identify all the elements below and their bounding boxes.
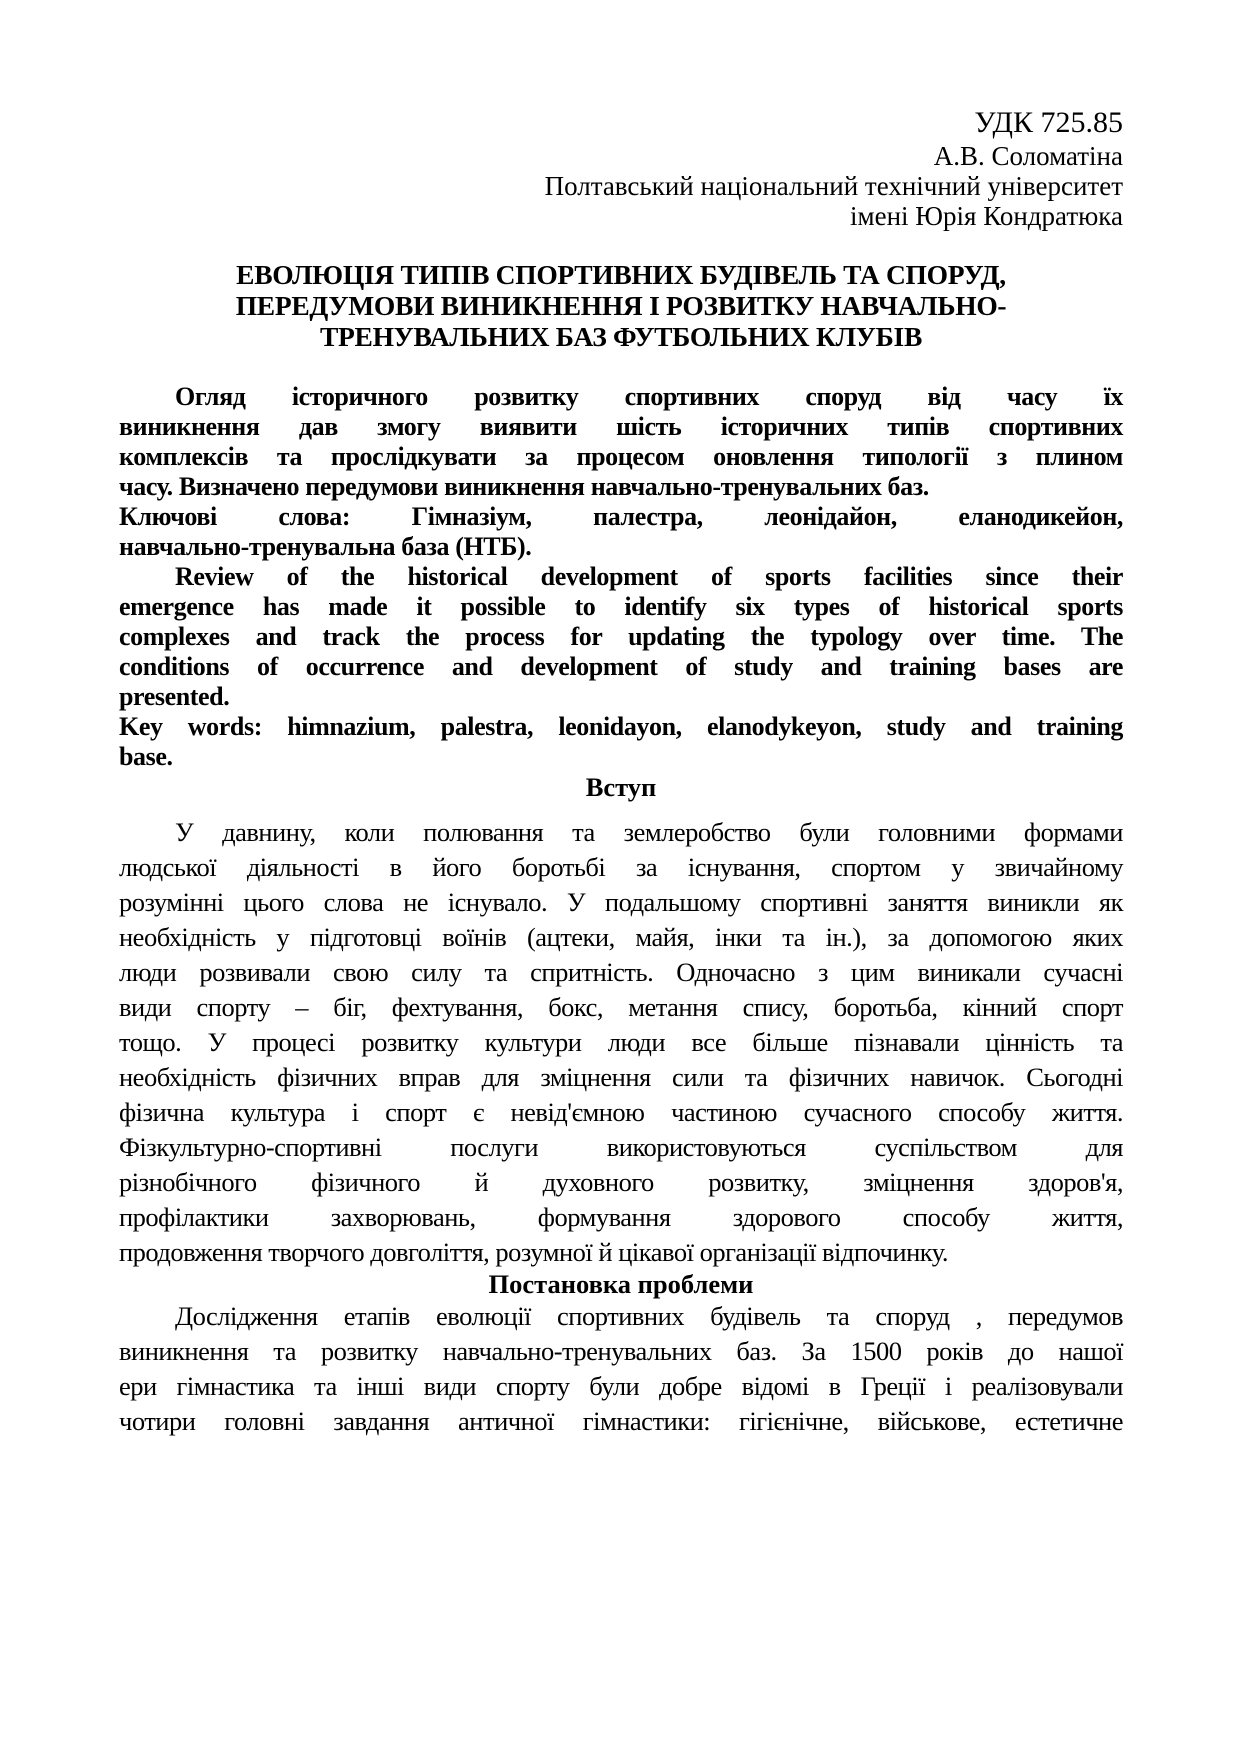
abstract-en-line-2: emergence has made it possible to identify six types of historical sports bbox=[119, 592, 1123, 621]
problem-line-3: ери гімнастика та інші види спорту були добре відомі в Греції і реалізовували bbox=[119, 1371, 1123, 1401]
author-name: А.В. Соломатіна bbox=[933, 141, 1123, 171]
udk-code: УДК 725.85 bbox=[974, 106, 1123, 139]
intro-line-12: профілактики захворювань, формування здорового способу життя, bbox=[119, 1202, 1123, 1232]
intro-line-7: тощо. У процесі розвитку культури люди все більше пізнавали цінність та bbox=[119, 1027, 1123, 1057]
problem-line-1: Дослідження етапів еволюції спортивних будівель та споруд , передумов bbox=[175, 1301, 1123, 1331]
abstract-ua-line-2: виникнення дав змогу виявити шість історичних типів спортивних bbox=[119, 412, 1123, 441]
problem-line-2: виникнення та розвитку навчально-тренувальних баз. За 1500 років до нашої bbox=[119, 1336, 1123, 1366]
problem-line-4: чотири головні завдання античної гімнастики: гігієнічне, військове, естетичне bbox=[119, 1406, 1123, 1436]
intro-line-3: розумінні цього слова не існувало. У подальшому спортивні заняття виникли як bbox=[119, 887, 1123, 917]
intro-line-5: люди розвивали свою силу та спритність. Одночасно з цим виникали сучасні bbox=[119, 957, 1123, 987]
abstract-ua-line-1: Огляд історичного розвитку спортивних споруд від часу їх bbox=[175, 382, 1123, 411]
keywords-en-line-2: base. bbox=[119, 742, 173, 771]
abstract-en-line-5: presented. bbox=[119, 682, 230, 711]
affiliation-line-1: Полтавський національний технічний університет bbox=[544, 171, 1123, 201]
abstract-ua-line-4: часу. Визначено передумови виникнення навчально-тренувальних баз. bbox=[119, 472, 929, 501]
abstract-en-line-3: complexes and track the process for updating the typology over time. The bbox=[119, 622, 1123, 651]
intro-line-13: продовження творчого довголіття, розумної й цікавої організації відпочинку. bbox=[119, 1237, 949, 1267]
intro-line-10: Фізкультурно-спортивні послуги використовуються суспільством для bbox=[119, 1132, 1123, 1162]
abstract-en-line-1: Review of the historical development of sports facilities since their bbox=[175, 562, 1123, 591]
intro-line-11: різнобічного фізичного й духовного розвитку, зміцнення здоров'я, bbox=[119, 1167, 1123, 1197]
article-title-line-3: ТРЕНУВАЛЬНИХ БАЗ ФУТБОЛЬНИХ КЛУБІВ bbox=[320, 321, 922, 352]
abstract-ua-line-3: комплексів та прослідкувати за процесом оновлення типології з плином bbox=[119, 442, 1123, 471]
intro-line-1: У давнину, коли полювання та землеробство були головними формами bbox=[175, 817, 1123, 847]
affiliation-line-2: імені Юрія Кондратюка bbox=[850, 201, 1123, 231]
article-title-line-1: ЕВОЛЮЦІЯ ТИПІВ СПОРТИВНИХ БУДІВЕЛЬ ТА СПОРУД, bbox=[236, 259, 1006, 290]
keywords-ua-line-1: Ключові слова: Гімназіум, палестра, леонідайон, еланодикейон, bbox=[119, 502, 1123, 531]
section-heading-introduction: Вступ bbox=[585, 772, 657, 802]
intro-line-4: необхідність у підготовці воїнів (ацтеки, майя, інки та ін.), за допомогою яких bbox=[119, 922, 1123, 952]
intro-line-9: фізична культура і спорт є невід'ємною частиною сучасного способу життя. bbox=[119, 1097, 1123, 1127]
intro-line-8: необхідність фізичних вправ для зміцнення сили та фізичних навичок. Сьогодні bbox=[119, 1062, 1123, 1092]
keywords-en-line-1: Key words: himnazium, palestra, leonidayon, elanodykeyon, study and training bbox=[119, 712, 1123, 741]
article-title-line-2: ПЕРЕДУМОВИ ВИНИКНЕННЯ І РОЗВИТКУ НАВЧАЛЬНО- bbox=[235, 290, 1007, 321]
intro-line-6: види спорту – біг, фехтування, бокс, метання спису, боротьба, кінний спорт bbox=[119, 992, 1123, 1022]
keywords-ua-line-2: навчально-тренувальна база (НТБ). bbox=[119, 532, 532, 561]
intro-line-2: людської діяльності в його боротьбі за існування, спортом у звичайному bbox=[119, 852, 1123, 882]
section-heading-problem-statement: Постановка проблеми bbox=[488, 1269, 754, 1299]
abstract-en-line-4: conditions of occurrence and development of study and training bases are bbox=[119, 652, 1123, 681]
